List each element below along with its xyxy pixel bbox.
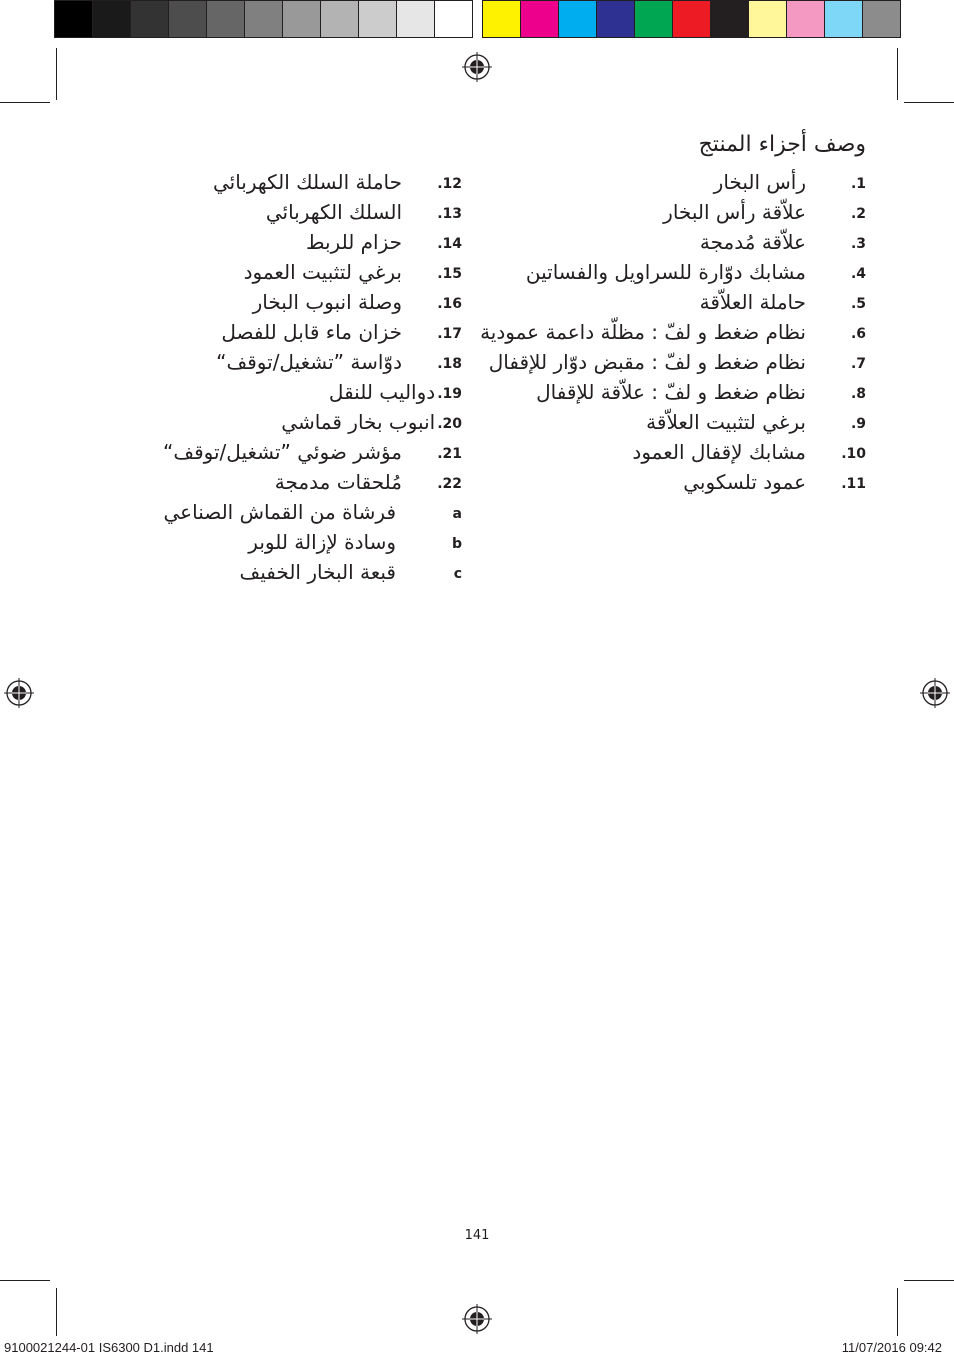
item-label: علاّقة مُدمجة — [699, 230, 806, 254]
registration-mark-icon — [462, 1304, 492, 1334]
item-number: .8 — [850, 386, 866, 402]
list-item — [100, 318, 462, 348]
item-number: .9 — [850, 416, 866, 432]
crop-mark — [0, 102, 50, 103]
item-label: نظام ضغط و لفّ : علاّقة للإقفال — [536, 380, 806, 404]
item-label: دواليب للنقل — [328, 380, 436, 404]
item-label: دوّاسة ”تشغيل/توقف“ — [216, 350, 402, 374]
list-item — [480, 378, 866, 408]
item-label: مشابك لإقفال العمود — [632, 440, 806, 464]
section-heading: وصف أجزاء المنتج — [698, 132, 866, 157]
item-label: السلك الكهربائي — [265, 200, 402, 224]
color-swatch — [130, 0, 169, 38]
color-swatch — [54, 0, 93, 38]
item-number: b — [451, 536, 462, 552]
color-swatch — [748, 0, 787, 38]
item-label: حاملة السلك الكهربائي — [212, 170, 402, 194]
color-swatch — [358, 0, 397, 38]
color-swatch — [558, 0, 597, 38]
color-swatch — [786, 0, 825, 38]
color-swatch — [672, 0, 711, 38]
item-number: .16 — [437, 296, 462, 312]
list-item — [100, 498, 462, 528]
color-swatch — [206, 0, 245, 38]
item-label: وصلة انبوب البخار — [252, 290, 402, 314]
parts-list-right-column — [480, 168, 866, 498]
color-swatch — [596, 0, 635, 38]
crop-mark — [897, 1288, 898, 1336]
list-item — [480, 438, 866, 468]
color-swatch — [520, 0, 559, 38]
list-item — [100, 438, 462, 468]
item-number: .1 — [850, 176, 866, 192]
item-number: .13 — [437, 206, 462, 222]
item-label: مشابك دوّارة للسراويل والفساتين — [525, 260, 806, 284]
registration-mark-icon — [462, 52, 492, 82]
registration-mark-icon — [920, 678, 950, 708]
color-swatch — [862, 0, 901, 38]
item-number: .14 — [437, 236, 462, 252]
list-item — [480, 288, 866, 318]
item-label: نظام ضغط و لفّ : مظلّة داعمة عمودية — [480, 320, 806, 344]
item-label: برغي لتثبيت العمود — [243, 260, 402, 284]
item-label: وسادة لإزالة للوبر — [248, 530, 396, 554]
color-swatch — [244, 0, 283, 38]
item-label: نظام ضغط و لفّ : مقبض دوّار للإقفال — [488, 350, 806, 374]
list-item — [100, 408, 462, 438]
parts-list-left-column — [100, 168, 462, 588]
item-number: .2 — [850, 206, 866, 222]
item-number: .21 — [437, 446, 462, 462]
item-number: .10 — [841, 446, 866, 462]
list-item — [100, 528, 462, 558]
color-swatch — [634, 0, 673, 38]
item-number: .11 — [841, 476, 866, 492]
crop-mark — [897, 48, 898, 100]
crop-mark — [904, 1280, 954, 1281]
item-label: حاملة العلاّقة — [699, 290, 806, 314]
item-label: انبوب بخار قماشي — [281, 410, 436, 434]
item-number: .4 — [850, 266, 866, 282]
footer-file-info: 9100021244-01 IS6300 D1.indd 141 — [4, 1340, 214, 1355]
item-label: خزان ماء قابل للفصل — [221, 320, 402, 344]
item-label: رأس البخار — [713, 170, 806, 194]
list-item — [100, 288, 462, 318]
item-number: .15 — [437, 266, 462, 282]
item-number: .3 — [850, 236, 866, 252]
item-number: .18 — [437, 356, 462, 372]
item-label: حزام للربط — [306, 230, 402, 254]
list-item — [100, 378, 462, 408]
footer-timestamp: 11/07/2016 09:42 — [841, 1340, 942, 1355]
item-number: .6 — [850, 326, 866, 342]
process-color-bar — [482, 0, 900, 40]
list-item — [100, 258, 462, 288]
crop-mark — [0, 1280, 50, 1281]
item-number: .12 — [437, 176, 462, 192]
color-swatch — [92, 0, 131, 38]
color-swatch — [320, 0, 359, 38]
list-item — [480, 258, 866, 288]
item-number: .19 — [437, 386, 462, 402]
page-number: 141 — [464, 1228, 490, 1243]
list-item — [480, 318, 866, 348]
list-item — [480, 228, 866, 258]
list-item — [480, 198, 866, 228]
crop-mark — [904, 102, 954, 103]
registration-mark-icon — [4, 678, 34, 708]
grayscale-color-bar — [54, 0, 472, 40]
color-swatch — [168, 0, 207, 38]
item-label: قبعة البخار الخفيف — [239, 560, 396, 584]
crop-mark — [56, 48, 57, 100]
color-swatch — [282, 0, 321, 38]
list-item — [480, 168, 866, 198]
item-label: علاّقة رأس البخار — [663, 200, 806, 224]
item-label: مُلحقات مدمجة — [274, 470, 402, 494]
list-item — [100, 348, 462, 378]
list-item — [100, 468, 462, 498]
item-number: c — [453, 566, 462, 582]
color-swatch — [710, 0, 749, 38]
list-item — [100, 168, 462, 198]
list-item — [480, 408, 866, 438]
list-item — [100, 198, 462, 228]
color-swatch — [482, 0, 521, 38]
item-label: مؤشر ضوئي ”تشغيل/توقف“ — [163, 440, 402, 464]
list-item — [100, 228, 462, 258]
item-label: برغي لتثبيت العلاّقة — [646, 410, 806, 434]
color-swatch — [396, 0, 435, 38]
color-swatch — [434, 0, 473, 38]
list-item — [480, 468, 866, 498]
item-number: .7 — [850, 356, 866, 372]
crop-mark — [56, 1288, 57, 1336]
item-number: .22 — [437, 476, 462, 492]
item-number: .17 — [437, 326, 462, 342]
item-label: عمود تلسكوبي — [683, 470, 806, 494]
list-item — [100, 558, 462, 588]
item-number: a — [452, 506, 462, 522]
item-number: .20 — [437, 416, 462, 432]
list-item — [480, 348, 866, 378]
color-swatch — [824, 0, 863, 38]
item-number: .5 — [850, 296, 866, 312]
item-label: فرشاة من القماش الصناعي — [163, 500, 396, 524]
